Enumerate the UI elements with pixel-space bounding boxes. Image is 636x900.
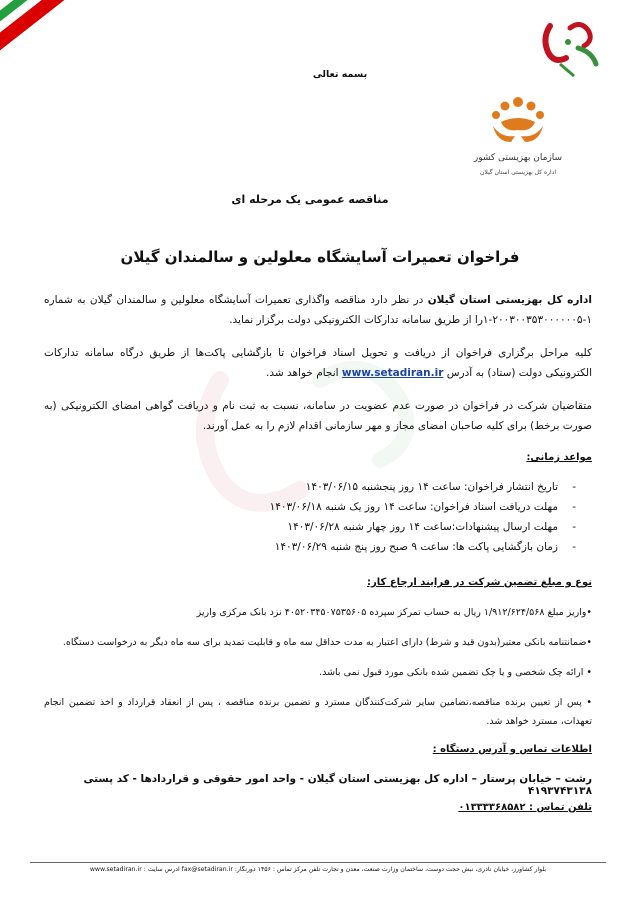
list-item: - تاریخ انتشار فراخوان: ساعت ۱۴ روز پنجشنبه ۱۴۰۳/۰۶/۱۵ [60, 477, 576, 497]
process-text-after: انجام خواهد شد. [266, 367, 342, 379]
process-text-before: کلیه مراحل برگزاری فراخوان از دریافت و تحویل اسناد فراخوان تا بازگشایی پاکت‌ها از طریق درگاه سامانه تدارکات الکترونیکی دولت (ستاد) به آدرس [44, 347, 592, 379]
list-item: - مهلت ارسال پیشنهادات:ساعت ۱۴ روز چهار شنبه ۱۴۰۳/۰۶/۲۸ [60, 517, 576, 537]
intro-paragraph [44, 290, 592, 330]
guarantee-item-cheque: • ارائه چک شخصی و یا چک تضمین شده بانکی مورد قبول نمی باشد. [319, 667, 592, 678]
intro-text: در نظر دارد مناقصه واگذاری تعمیرات آسایشگاه معلولین و سالمندان گیلان به شماره ۱-۲۰۰۳۰۰۳۵۳۰۰۰۰۰۰۵-۱را از طریق سامانه تدارکات الکترونیکی دولت برگزار نماید. [44, 294, 592, 326]
contact-heading: اطلاعات تماس و آدرس دستگاه : [432, 744, 592, 755]
contact-phone: تلفن تماس : ۰۱۳۳۳۳۶۸۵۸۲ [458, 802, 592, 813]
process-paragraph [44, 343, 592, 383]
schedule-list [60, 477, 576, 557]
besm-heading: بسمه تعالی [312, 69, 368, 80]
footer-divider [30, 862, 606, 863]
guarantee-item-bank-letter: •ضمانتنامه بانکی معتبر(بدون قید و شرط) دارای اعتبار به مدت حداقل سه ماه و قابلیت تمدید برای سه ماه دیگر به درخواست دستگاه. [62, 637, 592, 648]
iran-flag-icon [0, 0, 80, 60]
logo-caption: سازمان بهزیستی کشور [473, 153, 563, 163]
behzisti-logo-icon [471, 92, 566, 184]
tender-type-heading: مناقصه عمومی یک مرحله ای [231, 193, 389, 206]
intro-bold-lead: اداره کل بهزیستی استان گیلان [427, 294, 592, 306]
guarantee-heading: نوع و مبلغ تضمین شرکت در فرایند ارجاع کار: [367, 577, 592, 588]
guarantee-item-deposit: •واریز مبلغ ۱/۹۱۲/۶۲۴/۵۶۸ ریال به حساب تمرکز سپرده ۴۰۵۲۰۳۴۵۰۷۵۳۵۶۰۵ نزد بانک مرکزی واریز [196, 607, 592, 618]
logo-subcaption: اداره کل بهزیستی استان گیلان [479, 169, 557, 176]
guarantee-item-refund: • پس از تعیین برنده مناقصه،تضامین سایر شرکت‌کنندگان مسترد و تضمین برنده مناقصه ، پس از انعقاد قرارداد و اخذ تضمین انجام تعهدات، مسترد خواهد شد. [44, 697, 592, 727]
setad-link[interactable]: www.setadiran.ir [341, 367, 444, 379]
setad-logo-icon [540, 18, 606, 80]
list-item: - زمان بازگشایی پاکت ها: ساعت ۹ صبح روز پنج شنبه ۱۴۰۳/۰۶/۲۹ [60, 537, 576, 557]
footer-text: بلوار کشاورز، خیابان نادری، نبش حجت دوست، ساختمان وزارت صنعت، معدن و تجارت تلفن مرکز تماس : ۱۴۵۶ دورنگار: fax@setadiran.ir آدرس سایت : www.setadiran.ir [89, 866, 547, 873]
schedule-heading: مواعد زمانی: [526, 452, 592, 463]
contact-address: رشت – خیابان پرستار – اداره کل بهزیستی استان گیلان - واحد امور حقوقی و قراردادها - کد پستی ۴۱۹۳۷۴۳۱۳۸ [83, 773, 592, 797]
list-item: - مهلت دریافت اسناد فراخوان: ساعت ۱۴ روز یک شنبه ۱۴۰۳/۰۶/۱۸ [60, 497, 576, 517]
registration-paragraph: متقاضیان شرکت در فراخوان در صورت عدم عضویت در سامانه، نسبت به ثبت نام و دریافت گواهی امضای الکترونیکی (به صورت برخط) برای کلیه صاحبان امضای مجاز و مهر سازمانی اقدام لازم را به عمل آورند. [44, 400, 592, 432]
page-title: فراخوان تعمیرات آسایشگاه معلولین و سالمندان گیلان [120, 248, 520, 266]
